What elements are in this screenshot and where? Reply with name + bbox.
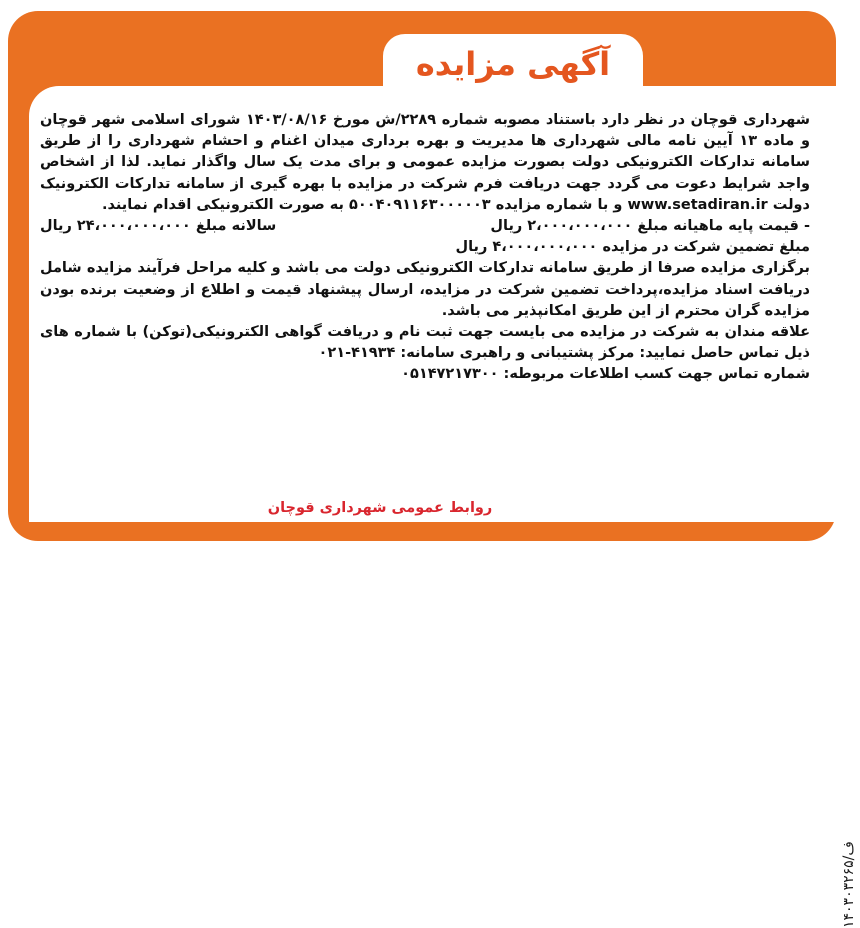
- price-row: [40, 216, 810, 237]
- website-link[interactable]: www.setadiran.ir: [627, 196, 768, 213]
- intro-paragraph: [40, 110, 810, 216]
- intro-text-part-1: شهرداری قوچان در نظر دارد باستناد مصوبه شماره ۲۲۸۹/ش مورخ ۱۴۰۳/۰۸/۱۶ شورای اسلامی شهر قوچان و ماده ۱۳ آیین نامه مالی شهرداری ها مدیریت و بهره برداری میدان اغنام و احشام شهرداری را از طریق سامانه تدارکات الکترونیکی دولت بصورت مزایده عمومی و برای مدت یک سال واگذار نماید. لذا از اشخاص واجد شرایط دعوت می گردد جهت دریافت فرم شرکت در مزایده با بهره گیری از سامانه تدارکات الکترونیک دولت: [40, 112, 810, 213]
- monthly-price: - قیمت پایه ماهیانه مبلغ ۲،۰۰۰،۰۰۰،۰۰۰ ریال: [490, 218, 810, 235]
- info-phone: شماره تماس جهت کسب اطلاعات مربوطه: ۰۵۱۴۷۲۱۷۳۰۰: [401, 366, 810, 383]
- contact-paragraph: علاقه مندان به شرکت در مزایده می بایست جهت ثبت نام و دریافت گواهی الکترونیکی(توکن) با شماره های ذیل تماس حاصل نمایید: مرکز پشتیبانی و راهبری سامانه: ۴۱۹۳۴-۰۲۱: [40, 324, 810, 362]
- signature: روابط عمومی شهرداری قوچان: [267, 500, 493, 516]
- annual-price: سالانه مبلغ ۲۴،۰۰۰،۰۰۰،۰۰۰ ریال: [40, 218, 277, 235]
- side-reference-code: ۱۴۰۳۰۳۲۶۵/ف: [841, 841, 857, 928]
- notice-text: [40, 110, 810, 386]
- intro-text-part-2: و با شماره مزایده ۵۰۰۴۰۹۱۱۶۳۰۰۰۰۰۳ به صورت الکترونیکی اقدام نمایند.: [101, 196, 623, 213]
- process-paragraph: برگزاری مزایده صرفا از طریق سامانه تدارکات الکترونیکی دولت می باشد و کلیه مراحل فرآیند مزایده شامل دریافت اسناد مزایده،پرداخت تضمین شرکت در مزایده، ارسال پیشنهاد قیمت و اطلاع از وضعیت برنده بودن مزایده گران محترم از این طریق امکانپذیر می باشد.: [40, 260, 810, 319]
- notice-title: آگهی مزایده: [415, 45, 611, 83]
- guarantee-amount: مبلغ تضمین شرکت در مزایده ۴،۰۰۰،۰۰۰،۰۰۰ ریال: [455, 239, 810, 256]
